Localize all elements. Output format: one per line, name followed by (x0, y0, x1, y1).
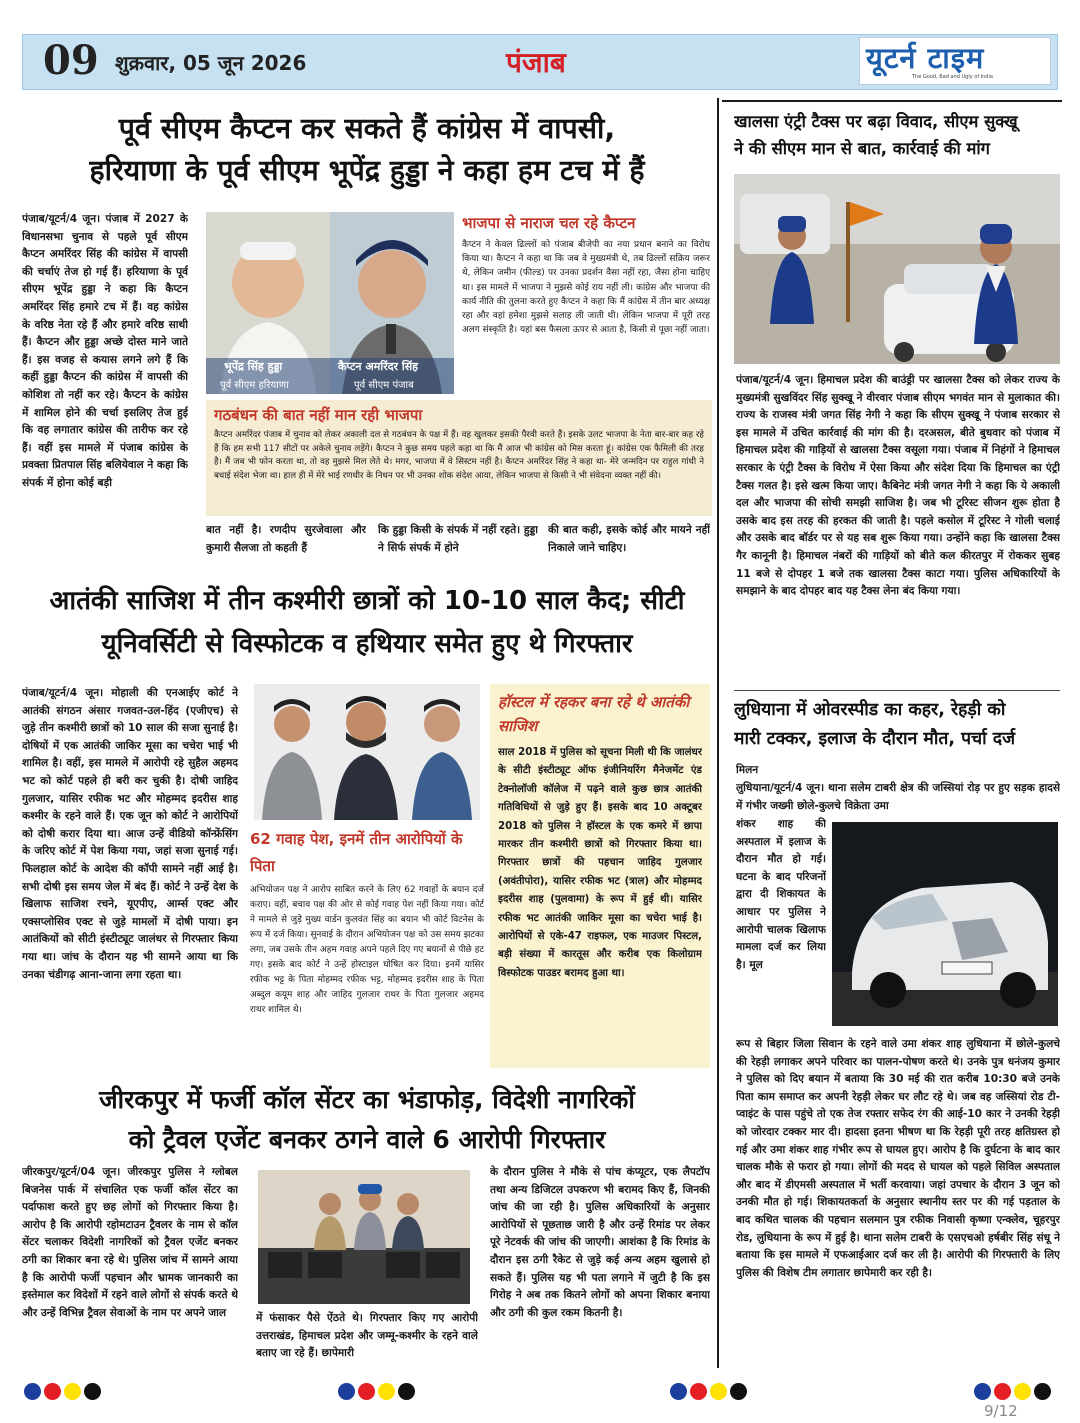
column-divider (717, 98, 719, 1368)
story5-photo (832, 822, 1058, 1026)
story2-headline (22, 580, 712, 666)
story1-photo (206, 212, 454, 394)
sidebox-bjp-text: कैप्टन ने केवल ढिल्लों को पंजाब बीजेपी का नया प्रधान बनाने का विरोध किया था। कैप्टन ने कहा था कि जब वे मुख्यमंत्री थे, तब ढिल्लों सक्रिय जरूर थे, लेकिन जमीन (फील्ड) पर उनका प्रदर्शन वैसा नहीं रहा, जैसा होना चाहिए था। इस मामले में भाजपा ने मुझसे कोई राय नहीं ली। कांग्रेस और भाजपा की कार्य नीति की तुलना करते हुए कैप्टन ने कहा कि मैं कांग्रेस में तीन बार अध्यक्ष रहा और वहां हमेशा मुझसे सलाह ली जाती थी। लेकिन भाजपा में पूरी तरह अलग संस्कृति है। यहां बस फैसला ऊपर से आता है, किसी से पूछा नहीं जाता। (462, 240, 710, 336)
dot-yellow (378, 1383, 395, 1400)
story1-headline-line2: हरियाणा के पूर्व सीएम भूपेंद्र हुड्डा ने कहा हम टच में हैं (89, 154, 645, 187)
box-witness-title: 62 गवाह पेश, इनमें तीन आरोपियों के पिता (250, 830, 463, 875)
dot-yellow (710, 1383, 727, 1400)
footer-dots-1 (24, 1383, 104, 1404)
story4-photo (734, 174, 1060, 364)
story2-headline-line2: यूनिवर्सिटी से विस्फोटक व हथियार समेत हुए थे गिरफ्तार (101, 629, 633, 659)
story3-photo (258, 1170, 470, 1304)
story1-bottom-col1: बात नहीं है। रणदीप सुरजेवाला और कुमारी सैलजा तो कहती हैं (206, 524, 366, 554)
right-column-top-rule (722, 100, 1062, 102)
story3-headline (22, 1080, 712, 1160)
caption-left-title: पूर्व सीएम हरियाणा (220, 380, 289, 391)
dot-blue (24, 1383, 41, 1400)
dot-red (358, 1383, 375, 1400)
dot-red (690, 1383, 707, 1400)
story2-headline-line1: आतंकी साजिश में तीन कश्मीरी छात्रों को 10-10 साल कैद; सीटी (49, 586, 685, 616)
masthead-bar (22, 34, 1058, 90)
box-alliance-title: गठबंधन की बात नहीं मान रही भाजपा (214, 406, 423, 424)
caption-right-name: कैप्टन अमरिंदर सिंह (338, 360, 418, 373)
story2-photo (254, 684, 480, 820)
box-alliance-text: कैप्टन अमरिंदर पंजाब में चुनाव को लेकर अकाली दल से गठबंधन के पक्ष में हैं। वह खुलकर इसकी पैरवी करते हैं। इसके उलट भाजपा के नेता बार-बार कह रहे हैं कि हम सभी 117 सीटों पर अकेले चुनाव लड़ेंगे। कैप्टन ने कुछ समय पहले कहा था कि मैं आज भी कांग्रेस को मिस करता हूं। कांग्रेस एक फैमिली की तरह है। मैं जब भी फोन करता था, तो वह मुझसे मिल लेते थे। मगर, भाजपा में वे सिस्टम नहीं है। कैप्टन अमरिंदर सिंह ने कहा था- मेरे जन्मदिन पर राहुल गांधी ने बधाई संदेश भेजा था। हाल ही में मेरे भाई रणधीर के निधन पर भी उनका शोक संदेश आया, लेकिन भाजपा से किसी ने भी संवेदना व्यक्त नहीं की। (214, 430, 704, 481)
story2-box-witness (250, 826, 484, 1066)
story1-headline (22, 108, 712, 192)
story3-headline-line1: जीरकपुर में फर्जी कॉल सेंटर का भंडाफोड़, विदेशी नागरिकों (99, 1085, 635, 1114)
police-raid-illustration (258, 1170, 470, 1304)
dot-blue (670, 1383, 687, 1400)
sidebox-hostel-text: साल 2018 में पुलिस को सूचना मिली थी कि जालंधर के सीटी इंस्टीट्यूट ऑफ इंजीनियरिंग मैनेजमेंट एंड टेक्नोलॉजी कॉलेज में पढ़ने वाले कुछ छात्र आतंकी गतिविधियों से जुड़े हुए हैं। इसके बाद 10 अक्टूबर 2018 को पुलिस ने हॉस्टल के एक कमरे में छापा मारकर तीन कश्मीरी छात्रों को गिरफ्तार किया था। गिरफ्तार छात्रों की पहचान जाहिद गुलजार (अवंतीपोरा), यासिर रफीक भट (त्राल) और मोहम्मद इदरीस शाह (पुलवामा) के रूप में हुई थी। यासिर रफीक भट आतंकी जाकिर मूसा का चचेरा भाई है। आरोपियों से एके-47 राइफल, एक माउजर पिस्टल, बड़ी संख्या में कारतूस और करीब एक किलोग्राम विस्फोटक पाउडर बरामद हुआ था। (498, 747, 702, 979)
caption-right-title: पूर्व सीएम पंजाब (354, 380, 414, 391)
story3-headline-line2: को ट्रैवल एजेंट बनकर ठगने वाले 6 आरोपी गिरफ्तार (128, 1125, 606, 1154)
damaged-car-illustration (832, 822, 1058, 1026)
story3-body-col3: के दौरान पुलिस ने मौके से पांच कंप्यूटर, एक लैपटॉप तथा अन्य डिजिटल उपकरण भी बरामद किए हैं, जिनकी जांच की जा रही है। पुलिस अधिकारियों के अनुसार आरोपियों से पूछताछ जारी है और उन्हें रिमांड पर लेकर पूरे नेटवर्क की जांच की जाएगी। आशंका है कि रिमांड के दौरान इस ठगी रैकेट से जुड़े कई अन्य अहम खुलासे हो सकते हैं। पुलिस यह भी पता लगाने में जुटी है कि इस गिरोह ने अब तक कितने लोगों को अपना शिकार बनाया और ठगी की कुल रकम कितनी है। (490, 1166, 710, 1319)
story5-lead: लुधियाना/यूटर्न/4 जून। थाना सलेम टाबरी क्षेत्र की जस्सियां रोड़ पर हुए सड़क हादसे में गंभीर जख्मी छोले-कुलचे विक्रेता उमा (736, 782, 1060, 812)
story3-body-col2: में फंसाकर पैसे ऐंठते थे। गिरफ्तार किए गए आरोपी उत्तराखंड, हिमाचल प्रदेश और जम्मू-कश्मीर के रहने वाले बताए जा रहे हैं। छापेमारी (256, 1312, 478, 1360)
story4-headline (734, 108, 1060, 162)
story4-headline-line1: खालसा एंट्री टैक्स पर बढ़ा विवाद, सीएम सुक्खू (734, 112, 1018, 131)
story5-headline-line1: लुधियाना में ओवरस्पीड का कहर, रेहड़ी को (734, 700, 1006, 720)
sidebox-bjp-title: भाजपा से नाराज चल रहे कैप्टन (462, 214, 636, 232)
students-portrait-illustration (254, 684, 480, 820)
caption-left-name: भूपेंद्र सिंह हुड्डा (224, 360, 283, 373)
dot-black (730, 1383, 747, 1400)
footer-dots-4 (974, 1383, 1054, 1404)
dot-black (84, 1383, 101, 1400)
right-column-mid-rule (734, 690, 1060, 691)
story3-body-col1: जीरकपुर/यूटर्न/04 जून। जीरकपुर पुलिस ने ग्लोबल बिजनेस पार्क में संचालित एक फर्जी कॉल सेंटर का पर्दाफाश करते हुए छह लोगों को गिरफ्तार किया है। आरोप है कि आरोपी रहोमटाउन ट्रैवलर के नाम से कॉल सेंटर चलाकर विदेशी नागरिकों को ट्रैवल एजेंट बनकर ठगी का शिकार बना रहे थे। पुलिस जांच में सामने आया है कि आरोपी फर्जी पहचान और भ्रामक जानकारी का इस्तेमाल कर विदेशों में रहने वाले लोगों से संपर्क करते थे और उन्हें विभिन्न ट्रैवल सेवाओं के नाम पर अपने जाल (22, 1166, 238, 1319)
story5-headline-line2: मारी टक्कर, इलाज के दौरान मौत, पर्चा दर्ज (734, 729, 1016, 749)
story2-body-col1: पंजाब/यूटर्न/4 जून। मोहाली की एनआईए कोर्ट ने आतंकी संगठन अंसार गजवत-उल-हिंद (एजीएच) से जुड़े तीन कश्मीरी छात्रों को 10 साल की सजा सुनाई है। दोषियों में एक आतंकी जाकिर मूसा का चचेरा भाई भी शामिल है। वहीं, इस मामले में आरोपी रहे सुहैल अहमद भट को कोर्ट पहले ही बरी कर चुकी है। दोषी जाहिद गुलजार, यासिर रफीक भट और मोहम्मद इदरीस शाह कश्मीर के रहने वाले हैं। एक जून को कोर्ट ने आरोपियों को दोषी करार दिया था। आज उन्हें वीडियो कॉन्फ्रेंसिंग के जरिए कोर्ट में पेश किया गया, जहां सजा सुनाई गई। फिलहाल कोर्ट के आदेश की कॉपी सामने नहीं आई है। सभी दोषी इस समय जेल में बंद हैं। कोर्ट ने उन्हें देश के खिलाफ साजिश रचने, यूएपीए, आर्म्स एक्ट और एक्सप्लोसिव एक्ट से जुड़े मामलों में दोषी पाया। इन आतंकियों को सीटी इंस्टीट्यूट जालंधर से गिरफ्तार किया गया था। जांच के दौरान यह भी सामने आया था कि उनका चंडीगढ़ आना-जाना लगा रहता था। (22, 687, 238, 981)
dot-yellow (64, 1383, 81, 1400)
story1-body-col1: पंजाब/यूटर्न/4 जून। पंजाब में 2027 के विधानसभा चुनाव से पहले पूर्व सीएम कैप्टन अमरिंदर सिंह की कांग्रेस में वापसी की चर्चाएं तेज हो गई हैं। हरियाणा के पूर्व सीएम भूपेंद्र हुड्डा ने कहा कि कैप्टन अमरिंदर सिंह हमारे टच में हैं। वह कांग्रेस के वरिष्ठ नेता रहे हैं और हमारे वरिष्ठ साथी हैं। कैप्टन और हुड्डा अच्छे दोस्त माने जाते हैं। इस वजह से कयास लगने लगे हैं कि कहीं हुड्डा कैप्टन की कांग्रेस में वापसी की कोशिश तो नहीं कर रहे। कैप्टन के कांग्रेस में शामिल होने की चर्चा इसलिए तेज हुई कि वह लगातार कांग्रेस की तारीफ कर रहे हैं। वहीं इस मामले में पंजाब कांग्रेस के प्रवक्ता प्रितपाल सिंह बलियेवाल ने कहा कि संपर्क में होना कोई बड़ी (22, 213, 188, 489)
dot-blue (974, 1383, 991, 1400)
dot-red (994, 1383, 1011, 1400)
story5-side-text: शंकर शाह की अस्पताल में इलाज के दौरान मौत हो गई। घटना के बाद परिजनों द्वारा दी शिकायत के आधार पर पुलिस ने आरोपी चालक खिलाफ मामला दर्ज कर लिया है। मूल (736, 818, 826, 971)
story4-body: पंजाब/यूटर्न/4 जून। हिमाचल प्रदेश की बाउंड्री पर खालसा टैक्स को लेकर राज्य के मुख्यमंत्री सुखविंदर सिंह सुक्खू ने वीरवार पंजाब सीएम भगवंत मान से मुलाकात की। राज्य के राजस्व मंत्री जगत सिंह नेगी ने कहा कि सीएम सुक्खू ने पंजाब सरकार से इस मामले में उचित कार्रवाई की मांग की है। दरअसल, बीते बुधवार को पंजाब में हिमाचल प्रदेश की गाड़ियों से खालसा टैक्स वसूला गया। पंजाब में निहंगों ने हिमाचल सरकार के एंट्री टैक्स के विरोध में ऐसा किया और संदेश दिया कि हिमाचल का एंट्री टैक्स गलत है। इसे खत्म किया जाए। कैबिनेट मंत्री जगत नेगी ने कहा कि ये अकाली दल और भाजपा की सोची समझी साजिश है। जब भी टूरिस्ट सीजन शुरू होता है उसके बाद इस तरह की हरकत की जाती है। पहले कसोल में टूरिस्ट ने गोली चलाई और उसके बाद बॉर्डर पर से यह सब शुरू किया गया। उन्होंने कहा कि खालसा टैक्स गैर कानूनी है। हिमाचल नंबरों की गाड़ियों को बीते कल कीरतपुर में रोककर सुबह 11 बजे से दोपहर 1 बजे तक खालसा टैक्स काटा गया। पुलिस अधिकारियों के समझाने के बाद दोपहर बाद यह टैक्स लेना बंद किया गया। (736, 374, 1060, 598)
sidebox-hostel-title: हॉस्टल में रहकर बना रहे थे आतंकी साजिश (498, 693, 690, 735)
footer-dots-2 (338, 1383, 418, 1404)
story1-box-alliance (206, 400, 712, 516)
footer-dots-3 (670, 1383, 750, 1404)
section-title: पंजाब (506, 46, 566, 79)
story5-headline (734, 696, 1060, 754)
story4-headline-line2: ने की सीएम मान से बात, कार्रवाई की मांग (734, 139, 990, 158)
page-counter: 9/12 (984, 1402, 1018, 1420)
story1-headline-line1: पूर्व सीएम कैप्टन कर सकते हैं कांग्रेस में वापसी, (118, 112, 616, 145)
dot-black (1034, 1383, 1051, 1400)
story1-bottom-col2: कि हुड्डा किसी के संपर्क में नहीं रहते। हुड्डा ने सिर्फ संपर्क में होने (378, 524, 538, 554)
box-witness-text: अभियोजन पक्ष ने आरोप साबित करने के लिए 62 गवाहों के बयान दर्ज कराए। वहीं, बचाव पक्ष की ओर से कोई गवाह पेश नहीं किया गया। कोर्ट ने मामले से जुड़े मुख्य वार्डन कुलवंत सिंह का बयान भी कोर्ट विटनेस के रूप में दर्ज किया। सुनवाई के दौरान अभियोजन पक्ष को उस समय झटका लगा, जब उसके तीन अहम गवाह अपने पहले दिए गए बयानों से पीछे हट गए। इसके बाद कोर्ट ने उन्हें होस्टाइल घोषित कर दिया। इनमें यासिर रफीक भट्ट के पिता मोहम्मद रफीक भट्ट, मोहम्मद इदरीस शाह के पिता अब्दुल कयूम शाह और जाहिद गुलजार राथर के पिता गुलजार अहमद राथर शामिल थे। (250, 885, 484, 1015)
issue-date: शुक्रवार, 05 जून 2026 (115, 51, 307, 75)
dot-black (398, 1383, 415, 1400)
dot-yellow (1014, 1383, 1031, 1400)
story2-sidebox-hostel (490, 684, 710, 1068)
logo-tagline: The Good, Bad and Ugly of India (912, 74, 993, 80)
logo-text: यूटर्न टाइम (866, 41, 985, 75)
story1-sidebox-bjp (462, 212, 710, 396)
page-number: 09 (43, 37, 99, 84)
story5-top-word: मिलन (736, 764, 759, 776)
dot-red (44, 1383, 61, 1400)
logo (859, 37, 1051, 85)
dot-blue (338, 1383, 355, 1400)
story5-rest: रूप से बिहार जिला सिवान के रहने वाले उमा शंकर शाह लुधियाना में छोले-कुलचे की रेहड़ी लगाकर अपने परिवार का पालन-पोषण करते थे। उनके पुत्र धनंजय कुमार ने पुलिस को दिए बयान में बताया कि 30 मई की रात करीब 10:30 बजे उनके पिता काम समाप्त कर अपनी रेहड़ी लेकर घर लौट रहे थे। जब वह जस्सियां रोड टी-प्वाइंट के पास पहुंचे तो एक तेज रफ्तार सफेद रंग की आई-10 कार ने उनकी रेहड़ी को जोरदार टक्कर मार दी। हादसा इतना भीषण था कि रेहड़ी पूरी तरह क्षतिग्रस्त हो गई और उमा शंकर शाह गंभीर रूप से घायल हुए। आरोप है कि दुर्घटना के बाद कार चालक मौके से फरार हो गया। लोगों की मदद से घायल को पहले सिविल अस्पताल और बाद में डीएमसी अस्पताल में भर्ती करवाया। जहां उपचार के दौरान 3 जून को उनकी मौत हो गई। शिकायतकर्ता के अनुसार स्थानीय स्तर पर की गई पड़ताल के बाद कथित चालक की पहचान सलमान पुत्र रफीक निवासी कृष्णा एन्क्लेव, चूहरपुर रोड, लुधियाना के रूप में हुई है। थाना सलेम टाबरी के एसएचओ हर्षबीर सिंह संधू ने बताया कि इस मामले में एफआईआर दर्ज कर ली है। आरोपी की गिरफ्तारी के लिए पुलिस की विशेष टीम लगातार छापेमारी कर रही है। (736, 1038, 1060, 1279)
story1-bottom-col3: की बात कही, इसके कोई और मायने नहीं निकाले जाने चाहिए। (548, 524, 710, 554)
nihang-checkpoint-illustration (734, 174, 1060, 364)
